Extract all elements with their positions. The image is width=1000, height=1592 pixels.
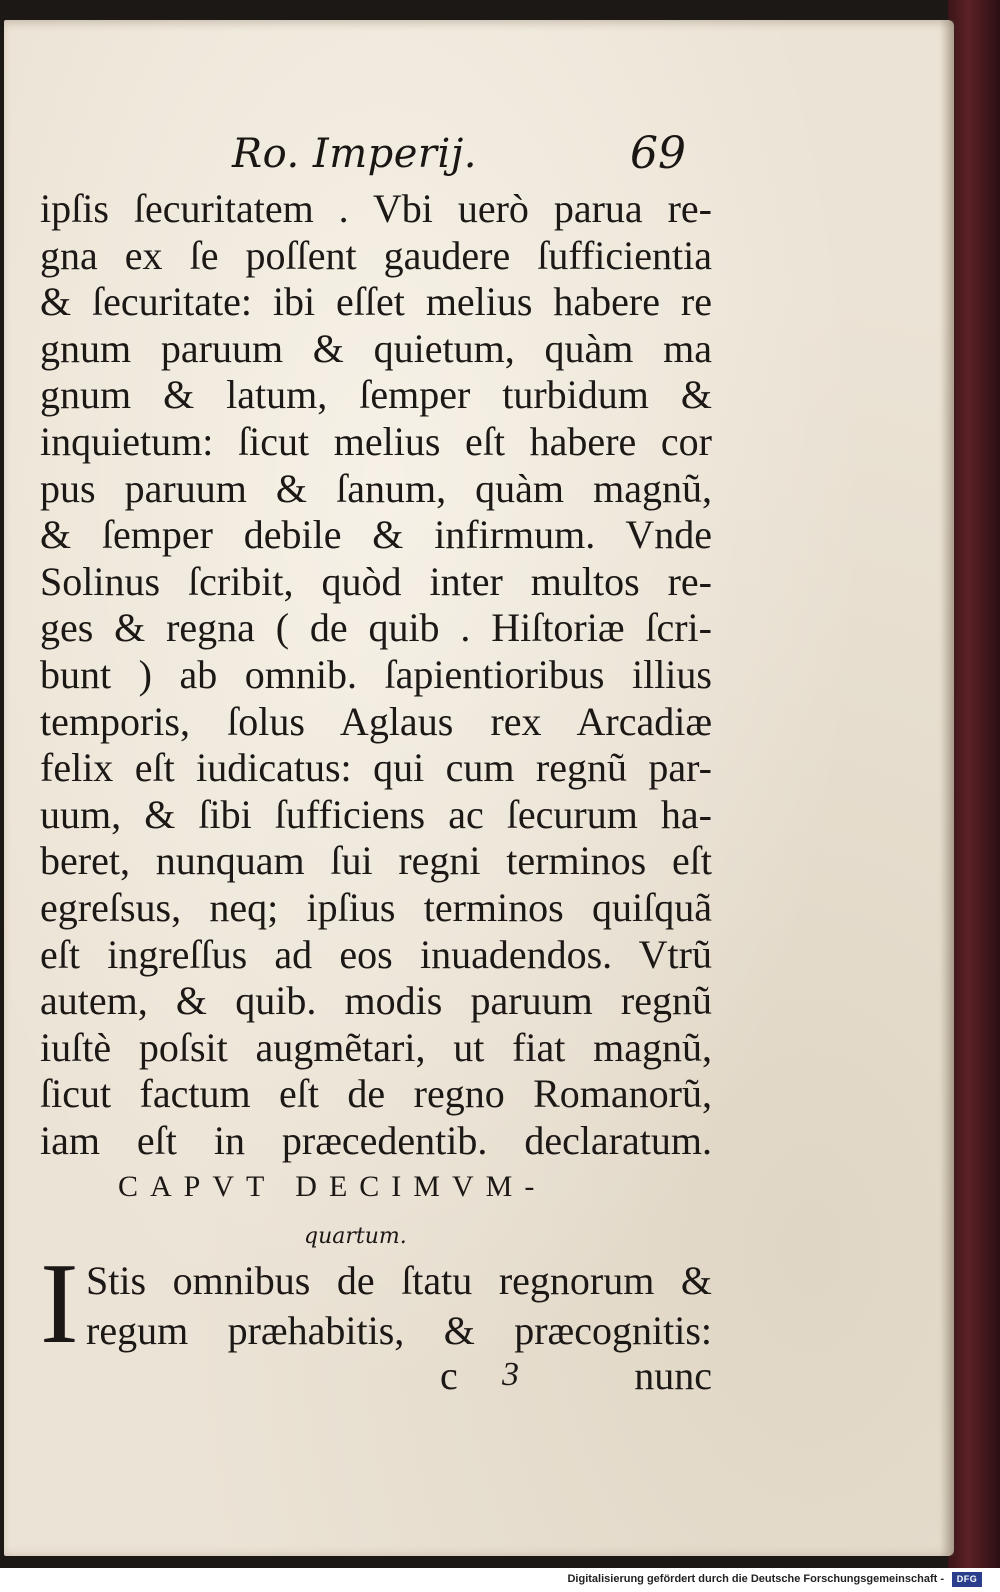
- text-line: & ſecuritate: ibi eſſet melius habere re: [40, 279, 712, 325]
- running-head: Ro. Imperij.: [232, 131, 477, 177]
- signature-mark: c: [440, 1353, 458, 1398]
- credit-bar: [0, 1568, 1000, 1592]
- text-line: beret, nunquam ſui regni terminos eſt: [40, 838, 712, 884]
- text-line: autem, & quib. modis paruum regnũ: [40, 978, 712, 1024]
- text-line: felix eſt iudicatus: qui cum regnũ par-: [40, 745, 712, 791]
- text-line: iuſtè poſsit augmẽtari, ut fiat magnũ,: [40, 1024, 712, 1070]
- book-binding-edge: [948, 0, 1000, 1568]
- catchword: nunc: [634, 1353, 712, 1398]
- page-number: 69: [630, 128, 686, 179]
- drop-cap: I: [40, 1240, 79, 1368]
- text-line: ſicut factum eſt de regno Romanorũ,: [40, 1071, 712, 1117]
- text-line: gnum & latum, ſemper turbidum &: [40, 372, 712, 418]
- text-line: ges & regna ( de quib . Hiſtoriæ ſcri-: [40, 605, 712, 651]
- text-line: gnum paruum & quietum, quàm ma: [40, 325, 712, 371]
- text-line: bunt ) ab omnib. ſapientioribus illius: [40, 651, 712, 697]
- text-line: inquietum: ſicut melius eſt habere cor: [40, 418, 712, 464]
- text-line: iam eſt in præcedentib. declaratum.: [40, 1117, 712, 1163]
- chapter-heading: CAPVT DECIMVM-: [118, 1170, 547, 1203]
- body-text: [40, 186, 712, 1164]
- text-line: egreſsus, neq; ipſius terminos quiſquã: [40, 884, 712, 930]
- text-line: Solinus ſcribit, quòd inter multos re-: [40, 558, 712, 604]
- credit-text: Digitalisierung gefördert durch die Deutsche Forschungsgemeinschaft -: [567, 1573, 944, 1585]
- text-line: Stis omnibus de ſtatu regnorum &: [86, 1258, 712, 1303]
- text-line: ipſis ſecuritatem . Vbi uerò parua re-: [40, 186, 712, 231]
- text-line: gna ex ſe poſſent gaudere ſufficientia: [40, 232, 712, 278]
- dfg-logo: DFG: [952, 1572, 982, 1587]
- signature-line: [430, 1352, 712, 1402]
- text-line: uum, & ſibi ſufficiens ac ſecurum ha-: [40, 791, 712, 837]
- page-edge-shadow: [940, 20, 954, 1556]
- chapter-subheading: quartum.: [304, 1224, 407, 1249]
- signature-number: 3: [502, 1356, 519, 1393]
- text-line: regum præhabitis, & præcognitis:: [86, 1308, 712, 1353]
- text-line: temporis, ſolus Aglaus rex Arcadiæ: [40, 698, 712, 744]
- text-line: & ſemper debile & infirmum. Vnde: [40, 512, 712, 558]
- text-line: pus paruum & ſanum, quàm magnũ,: [40, 465, 712, 511]
- text-line: eſt ingreſſus ad eos inuadendos. Vtrũ: [40, 931, 712, 977]
- chapter-paragraph: [86, 1256, 712, 1356]
